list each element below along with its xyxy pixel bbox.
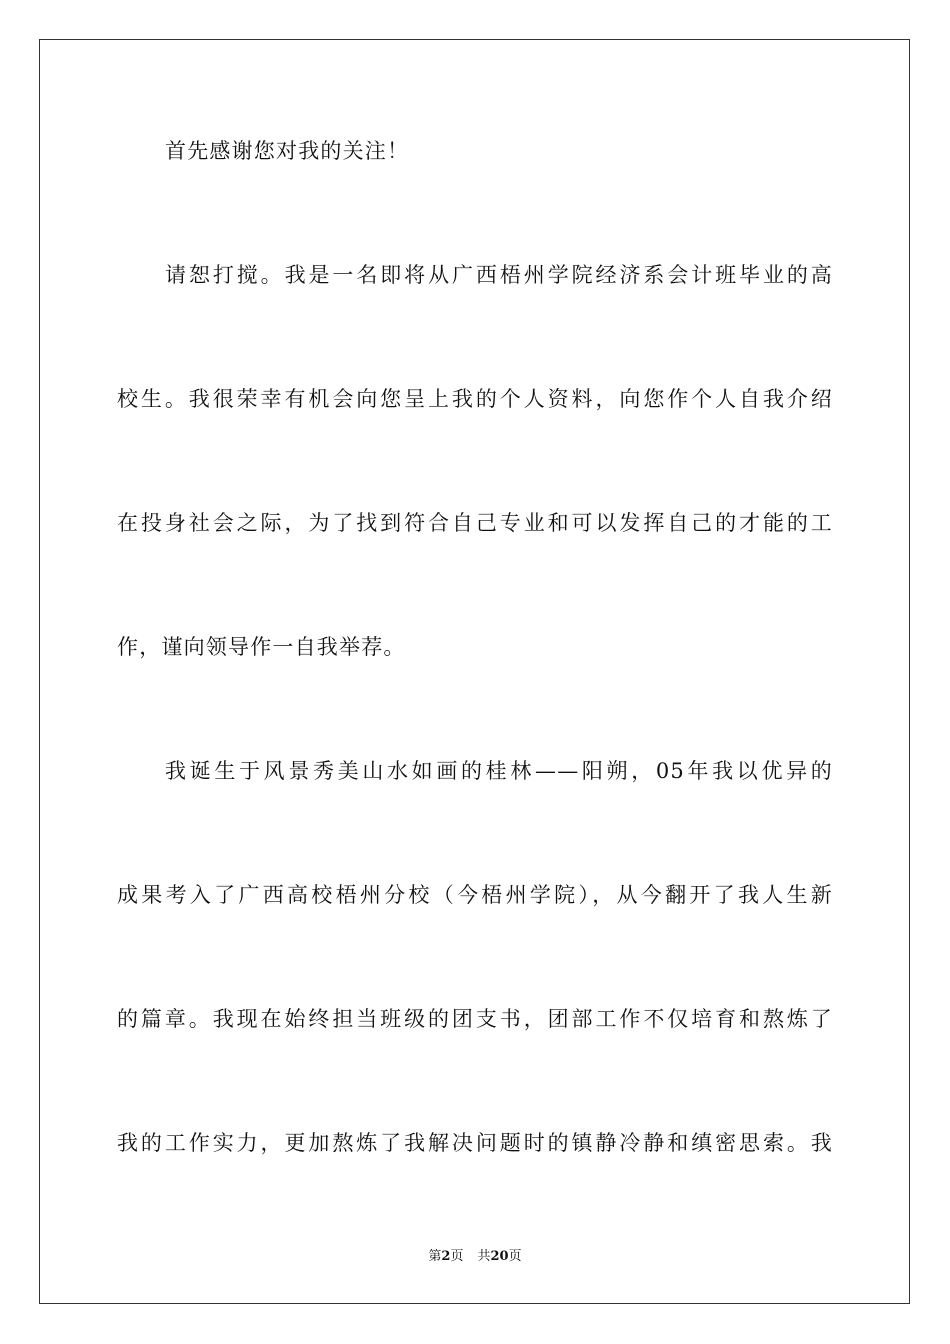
page-suffix: 页	[450, 1249, 464, 1264]
page-border	[39, 39, 910, 1304]
page-footer	[0, 1248, 950, 1266]
paragraph-line-3: 校生。我很荣幸有机会向您呈上我的个人资料，向您作个人自我介绍	[117, 387, 833, 411]
page-number: 2	[441, 1249, 451, 1264]
paragraph-line-7: 成果考入了广西高校梧州分校（今梧州学院），从今翻开了我人生新	[117, 883, 833, 907]
paragraph-line-1: 首先感谢您对我的关注！	[165, 139, 410, 163]
page-prefix: 第	[428, 1249, 442, 1264]
total-suffix: 页	[508, 1249, 522, 1264]
paragraph-line-5: 作，谨向领导作一自我举荐。	[117, 635, 406, 659]
paragraph-line-6: 我诞生于风景秀美山水如画的桂林——阳朔，05年我以优异的	[165, 759, 833, 783]
paragraph-line-4: 在投身社会之际，为了找到符合自己专业和可以发挥自己的才能的工	[117, 511, 833, 535]
paragraph-line-8: 的篇章。我现在始终担当班级的团支书，团部工作不仅培育和熬炼了	[117, 1007, 833, 1031]
paragraph-line-2: 请恕打搅。我是一名即将从广西梧州学院经济系会计班毕业的高	[165, 263, 833, 287]
total-prefix: 共	[477, 1249, 491, 1264]
paragraph-line-9: 我的工作实力，更加熬炼了我解决问题时的镇静冷静和缜密思索。我	[117, 1131, 833, 1155]
total-pages: 20	[490, 1249, 509, 1264]
